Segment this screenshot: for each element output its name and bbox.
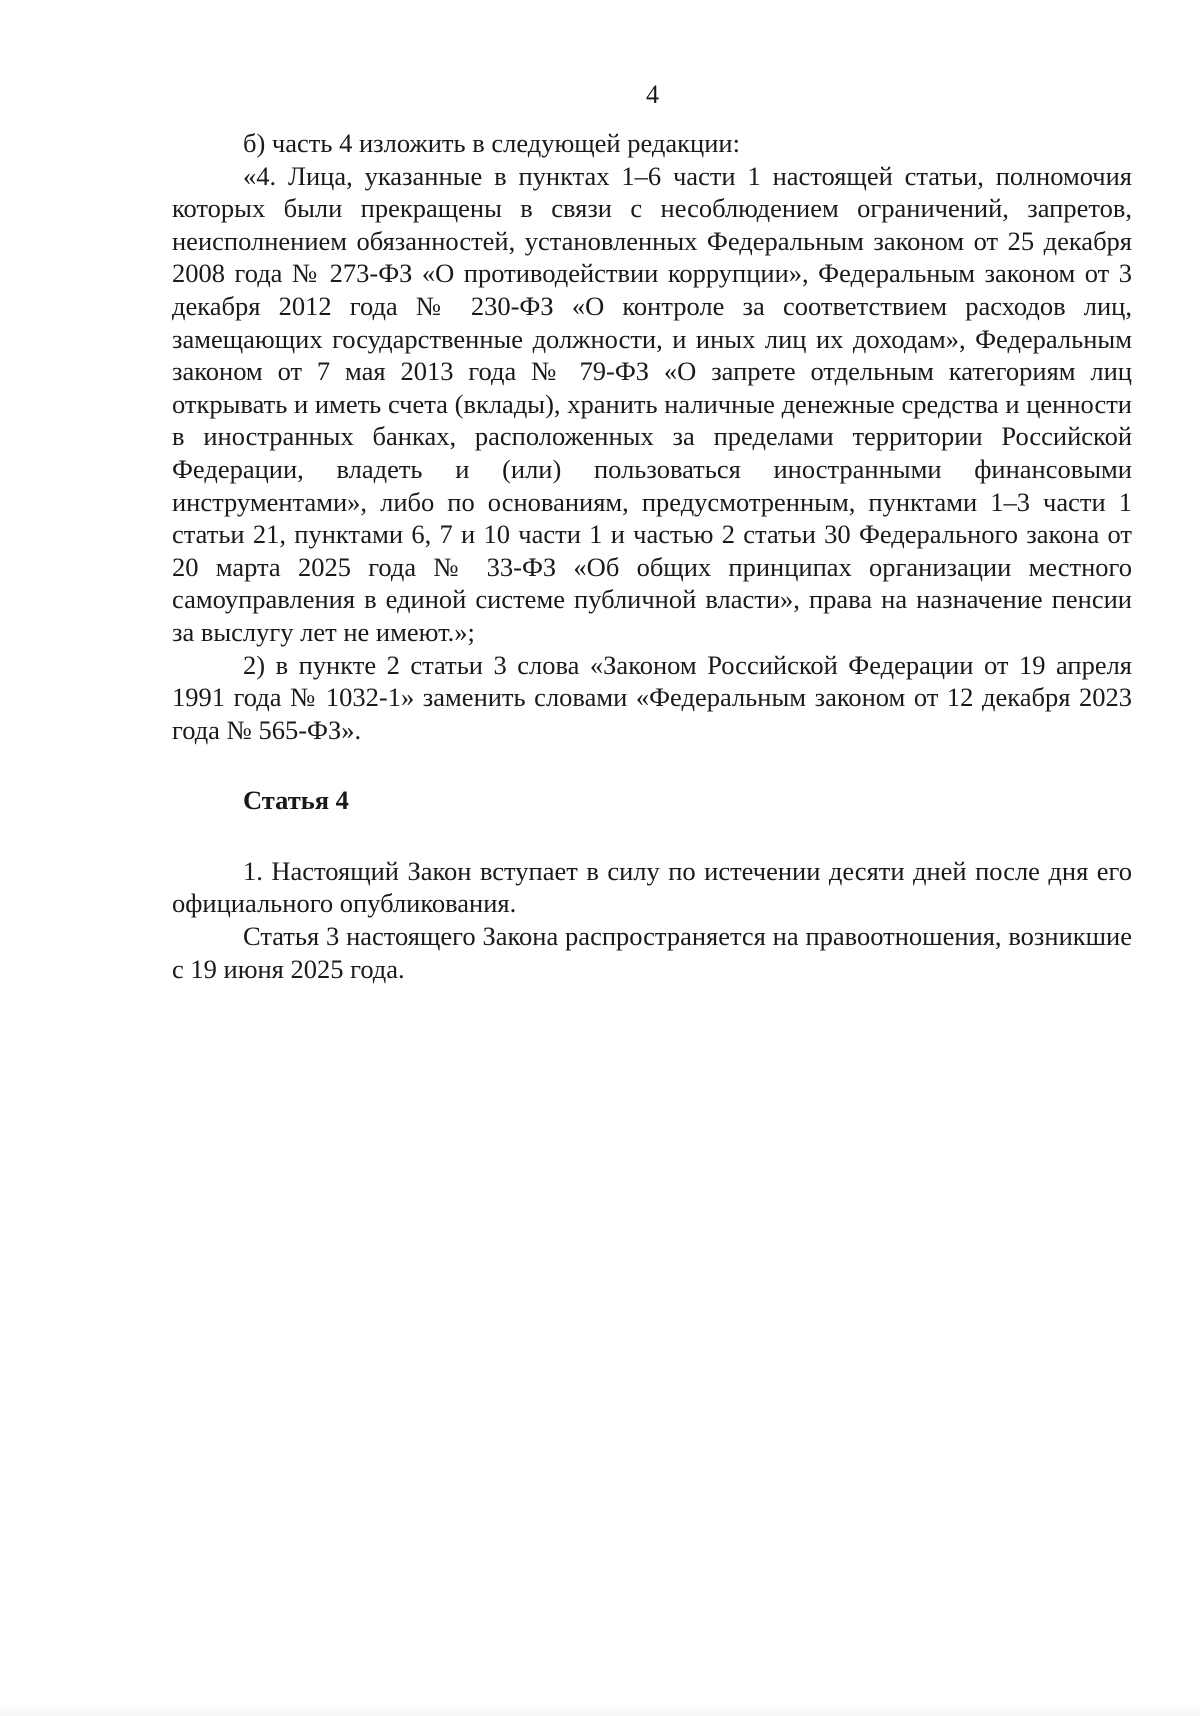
paragraph-part-4-text: «4. Лица, указанные в пунктах 1–6 части 1 настоящей статьи, полномочия которых были прекращены в связи с несоблюдением ограничений, запретов, неисполнением обязанностей, установленных Федеральным законом от 25 декабря 2008 года № 273-ФЗ «О противодействии коррупции», Федеральным законом от 3 декабря 2012 года № 230-ФЗ «О контроле за соответствием расходов лиц, замещающих государственные должности, и иных лиц их доходам», Федеральным законом от 7 мая 2013 года № 79-ФЗ «О запрете отдельным категориям лиц открывать и иметь счета (вклады), хранить наличные денежные средства и ценности в иностранных банках, расположенных за пределами территории Российской Федерации, владеть и (или) пользоваться иностранными финансовыми инструментами», либо по основаниям, предусмотренным, пунктами 1–3 части 1 статьи 21, пунктами 6, 7 и 10 части 1 и частью 2 статьи 30 Федерального закона от 20 марта 2025 года № 33-ФЗ «Об общих принципах организации местного самоуправления в единой системе публичной власти», права на назначение пенсии за выслугу лет не имеют.»;	[172, 160, 1132, 647]
scan-edge	[0, 1700, 1200, 1716]
paragraph-entry-into-force: 1. Настоящий Закон вступает в силу по истечении десяти дней после дня его официального опубликования.	[172, 855, 1132, 919]
paragraph-item-2: 2) в пункте 2 статьи 3 слова «Законом Российской Федерации от 19 апреля 1991 года № 1032-1» заменить словами «Федеральным законом от 12 декабря 2023 года № 565-ФЗ».	[172, 649, 1132, 745]
page-number: 4	[646, 80, 659, 109]
paragraph-intro: б) часть 4 изложить в следующей редакции:	[243, 128, 740, 158]
article-title: Статья 4	[243, 785, 349, 816]
document-body	[172, 127, 1132, 985]
paragraph-retroactive: Статья 3 настоящего Закона распространяется на правоотношения, возникшие с 19 июня 2025 года.	[172, 921, 1132, 984]
